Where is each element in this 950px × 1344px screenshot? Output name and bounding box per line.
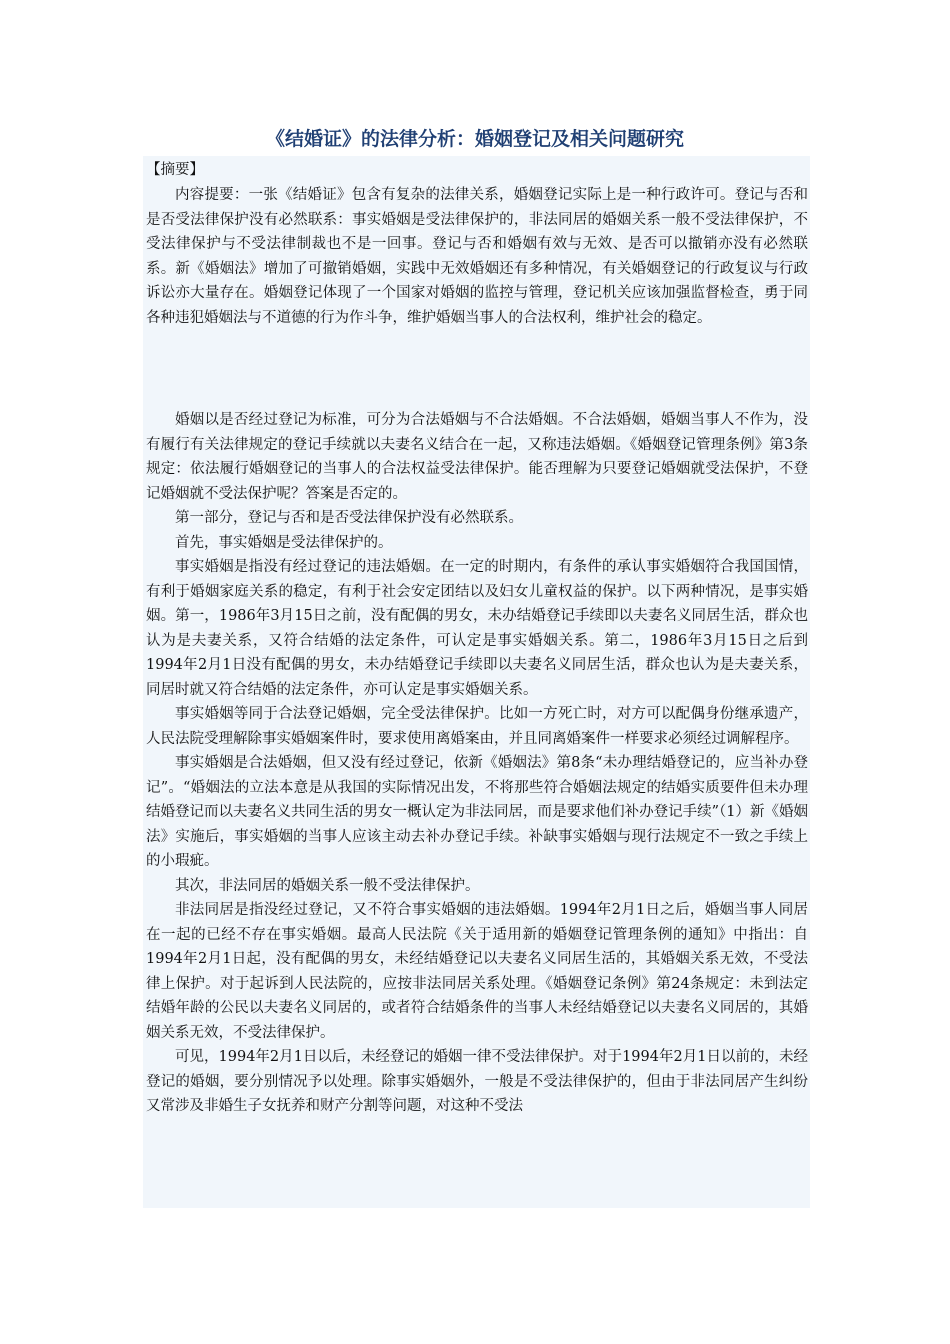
document-title: 《结婚证》的法律分析：婚姻登记及相关问题研究 bbox=[265, 128, 684, 150]
body-paragraph: 首先，事实婚姻是受法律保护的。 bbox=[175, 534, 393, 551]
body-paragraph: 婚姻以是否经过登记为标准，可分为合法婚姻与不合法婚姻。不合法婚姻，婚姻当事人不作为，没有履行有关法律规定的登记手续就以夫妻名义结合在一起，又称违法婚姻。《婚姻登记管理条例》第3条规定：依法履行婚姻登记的当事人的合法权益受法律保护。能否理解为只要登记婚姻就受法保护，不登记婚姻就不受法保护呢？答案是否定的。 bbox=[146, 412, 808, 502]
body-paragraph: 事实婚姻是指没有经过登记的违法婚姻。在一定的时期内，有条件的承认事实婚姻符合我国国情，有利于婚姻家庭关系的稳定，有利于社会安定团结以及妇女儿童权益的保护。以下两种情况，是事实婚姻。第一，1986年3月15日之前，没有配偶的男女，未办结婚登记手续即以夫妻名义同居生活，群众也认为是夫妻关系，又符合结婚的法定条件，可认定是事实婚姻关系。第二，1986年3月15日之后到1994年2月1日没有配偶的男女，未办结婚登记手续即以夫妻名义同居生活，群众也认为是夫妻关系，同居时就又符合结婚的法定条件，亦可认定是事实婚姻关系。 bbox=[146, 559, 808, 698]
abstract-section bbox=[146, 183, 808, 330]
body-paragraph: 其次，非法同居的婚姻关系一般不受法律保护。 bbox=[175, 877, 480, 894]
abstract-paragraph: 内容提要：一张《结婚证》包含有复杂的法律关系，婚姻登记实际上是一种行政许可。登记与否和是否受法律保护没有必然联系：事实婚姻是受法律保护的，非法同居的婚姻关系一般不受法律保护，不受法律保护与不受法律制裁也不是一回事。登记与否和婚姻有效与无效、是否可以撤销亦没有必然联系。新《婚姻法》增加了可撤销婚姻，实践中无效婚姻还有多种情况，有关婚姻登记的行政复议与行政诉讼亦大量存在。婚姻登记体现了一个国家对婚姻的监控与管理，登记机关应该加强监督检查，勇于同各种违犯婚姻法与不道德的行为作斗争，维护婚姻当事人的合法权利，维护社会的稳定。 bbox=[146, 187, 808, 326]
abstract-label: 【摘要】 bbox=[146, 162, 204, 178]
body-paragraph: 可见，1994年2月1日以后，未经登记的婚姻一律不受法律保护。对于1994年2月1日以前的，未经登记的婚姻，要分别情况予以处理。除事实婚姻外，一般是不受法律保护的，但由于非法同居产生纠纷又常涉及非婚生子女抚养和财产分割等问题，对这种不受法 bbox=[146, 1049, 808, 1114]
body-paragraph: 非法同居是指没经过登记，又不符合事实婚姻的违法婚姻。1994年2月1日之后，婚姻当事人同居在一起的已经不存在事实婚姻。最高人民法院《关于适用新的婚姻登记管理条例的通知》中指出：自1994年2月1日起，没有配偶的男女，未经结婚登记以夫妻名义同居生活的，其婚姻关系无效，不受法律上保护。对于起诉到人民法院的，应按非法同居关系处理。《婚姻登记条例》第24条规定：未到法定结婚年龄的公民以夫妻名义同居的，或者符合结婚条件的当事人未经结婚登记以夫妻名义同居的，其婚姻关系无效，不受法律保护。 bbox=[146, 902, 808, 1041]
body-paragraph: 第一部分，登记与否和是否受法律保护没有必然联系。 bbox=[175, 510, 523, 526]
body-paragraph: 事实婚姻是合法婚姻，但又没有经过登记，依新《婚姻法》第8条“未办理结婚登记的，应当补办登记”。“婚姻法的立法本意是从我国的实际情况出发，不将那些符合婚姻法规定的结婚实质要件但未办理结婚登记而以夫妻名义共同生活的男女一概认定为非法同居，而是要求他们补办登记手续”（1）新《婚姻法》实施后，事实婚姻的当事人应该主动去补办登记手续。补缺事实婚姻与现行法规定不一致之手续上的小瑕疵。 bbox=[146, 755, 808, 869]
main-body bbox=[146, 408, 808, 1119]
body-paragraph: 事实婚姻等同于合法登记婚姻，完全受法律保护。比如一方死亡时，对方可以配偶身份继承遗产，人民法院受理解除事实婚姻案件时，要求使用离婚案由，并且同离婚案件一样要求必须经过调解程序。 bbox=[146, 706, 808, 747]
